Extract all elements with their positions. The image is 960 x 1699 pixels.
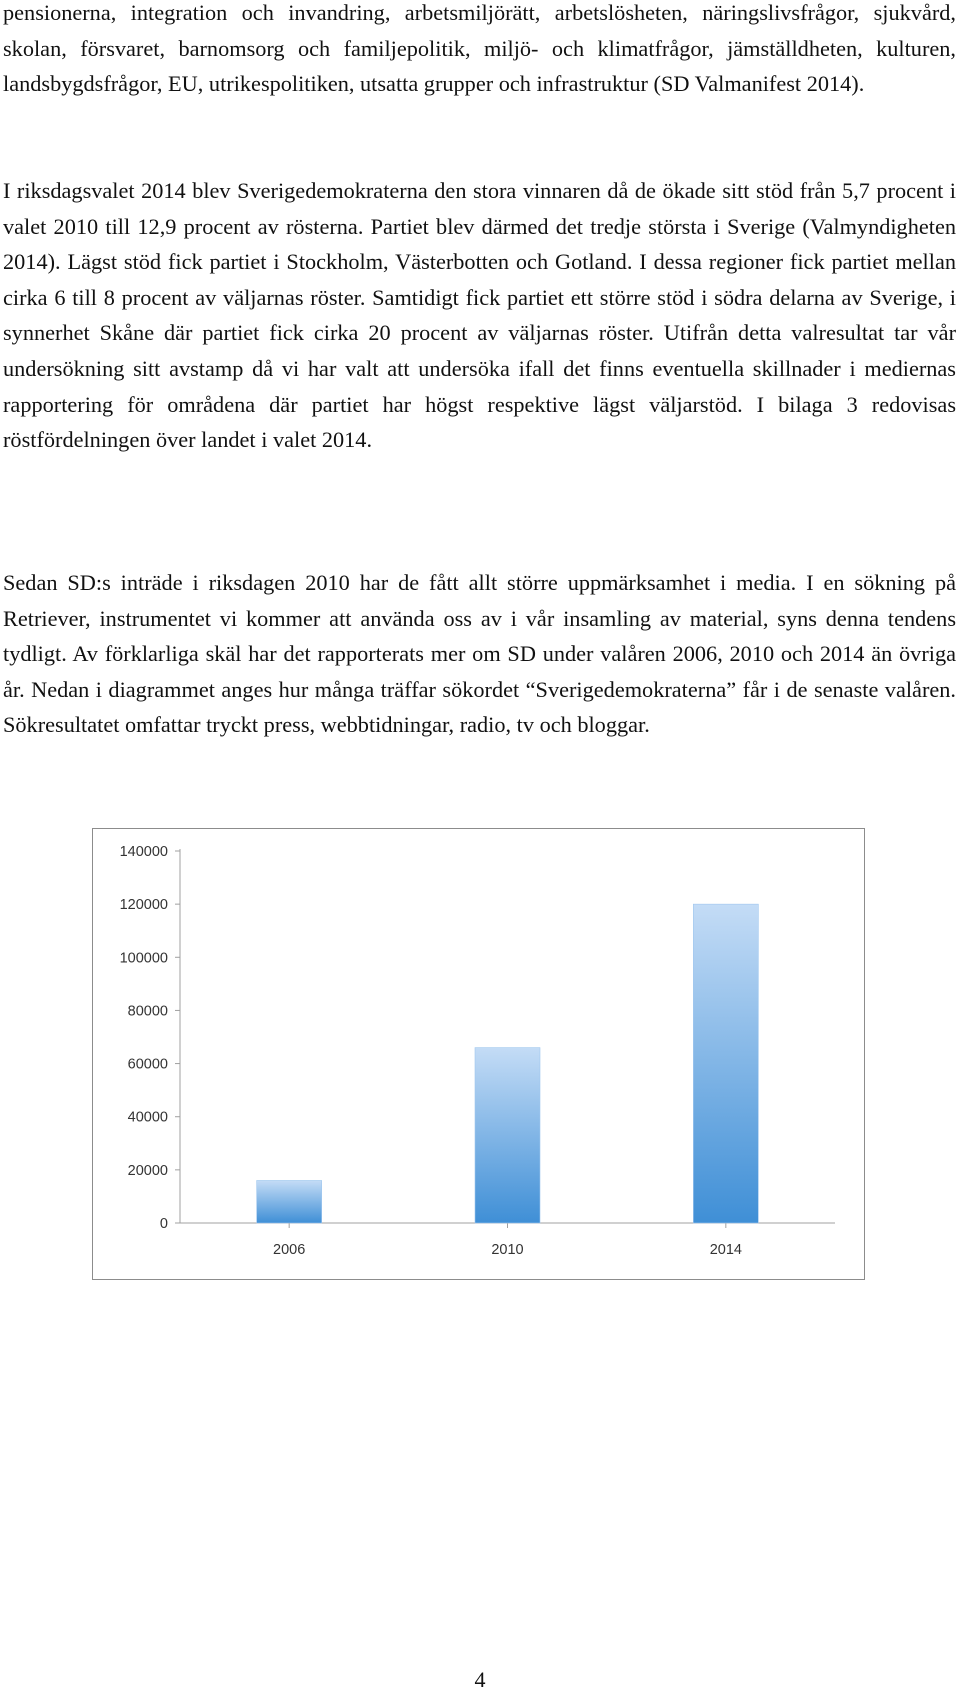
- x-category-label-2006: 2006: [273, 1242, 306, 1258]
- y-tick-label: 60000: [127, 1056, 168, 1073]
- paragraph-election-2014: I riksdagsvalet 2014 blev Sverigedemokraterna den stora vinnaren då de ökade sitt stöd från 5,7 procent i valet 2010 till 12,9 procent av rösterna. Partiet blev därmed det tredje största i Sverige (Valmyndigheten 2014). Lägst stöd fick partiet i Stockholm, Västerbotten och Gotland. I dessa regioner fick partiet mellan cirka 6 till 8 procent av väljarnas röster. Samtidigt fick partiet ett större stöd i södra delarna av Sverige, i synnerhet Skåne där partiet fick cirka 20 procent av väljarnas röster. Utifrån detta valresultat tar vår undersökning sitt avstamp då vi har valt att undersöka ifall det finns eventuella skillnader i mediernas rapportering för områdena där partiet har högst respektive lägst väljarstöd. I bilaga 3 redovisas röstfördelningen över landet i valet 2014.: [3, 178, 956, 453]
- y-tick-label: 20000: [127, 1162, 168, 1179]
- y-tick-label: 0: [159, 1216, 168, 1232]
- x-category-label-2014: 2014: [709, 1242, 742, 1258]
- paragraph-media-attention: Sedan SD:s inträde i riksdagen 2010 har de fått allt större uppmärksamhet i media. I en sökning på Retriever, instrumentet vi kommer att använda oss av i vår insamling av material, syns denna tendens tydligt. Av förklarliga skäl har det rapporterats mer om SD under valåren 2006, 2010 och 2014 än övriga år. Nedan i diagrammet anges hur många träffar sökordet “Sverigedemokraterna” får i de senaste valåren. Sökresultatet omfattar tryckt press, webbtidningar, radio, tv och bloggar.: [3, 570, 956, 738]
- chart-canvas: [93, 829, 864, 1279]
- bar-2010: [475, 1048, 540, 1223]
- y-tick-label: 140000: [119, 844, 168, 860]
- y-tick-label: 80000: [127, 1003, 168, 1020]
- y-tick-label: 100000: [119, 950, 168, 967]
- y-tick-label: 40000: [127, 1109, 168, 1126]
- x-category-label-2010: 2010: [491, 1242, 524, 1258]
- bar-chart: [92, 828, 865, 1280]
- y-tick-label: 120000: [119, 897, 168, 914]
- page-number: 4: [474, 1667, 486, 1692]
- paragraph-intro-list: pensionerna, integration och invandring, arbetsmiljörätt, arbetslösheten, näringslivsfrågor, sjukvård, skolan, försvaret, barnomsorg och familjepolitik, miljö- och klimatfrågor, jämställdheten, kulturen, landsbygdsfrågor, EU, utrikespolitiken, utsatta grupper och infrastruktur (SD Valmanifest 2014).: [3, 0, 956, 97]
- bar-2006: [257, 1180, 322, 1223]
- bar-2014: [693, 904, 758, 1223]
